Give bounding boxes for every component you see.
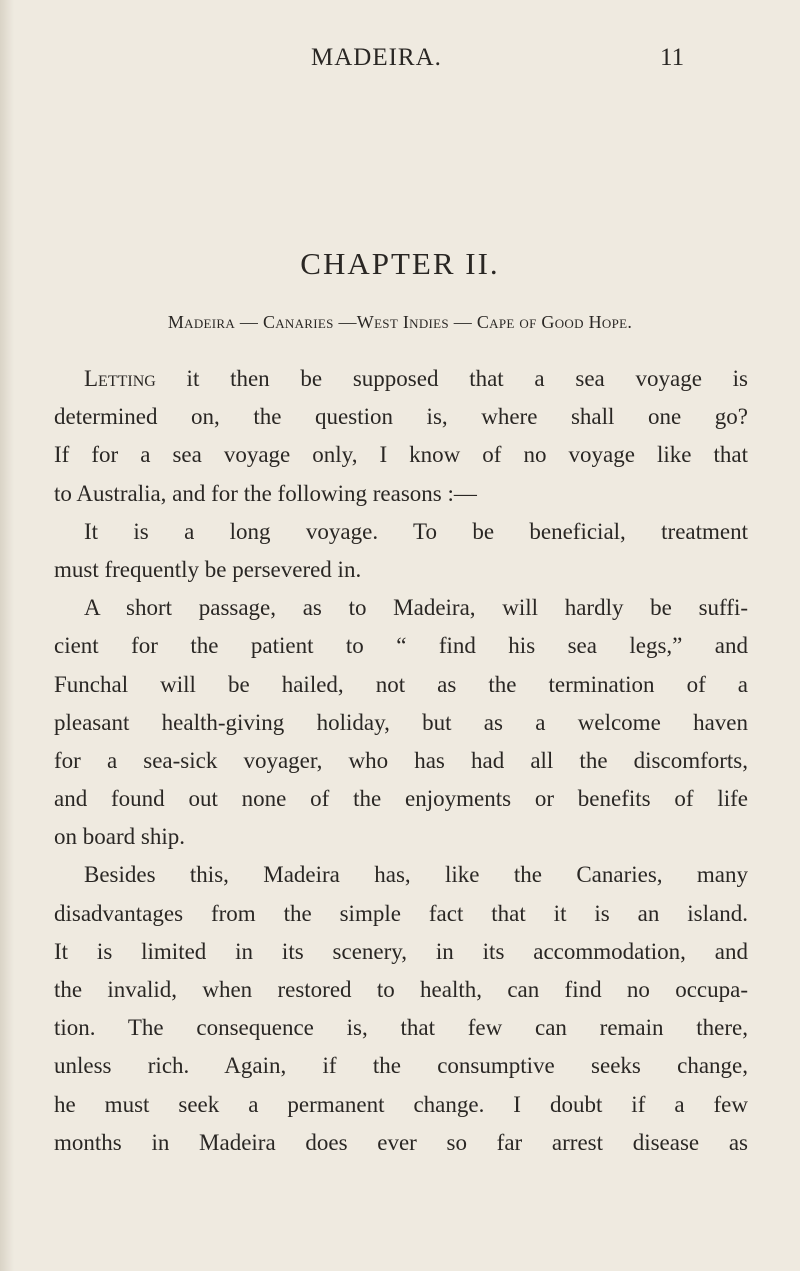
text-line: for a sea-sick voyager, who has had all the discomforts, <box>54 747 748 773</box>
text-line: on board ship. <box>54 824 185 850</box>
text-line: It is limited in its scenery, in its accommodation, and <box>54 938 748 964</box>
chapter-title: CHAPTER II. <box>300 246 500 281</box>
running-title: MADEIRA. <box>311 44 442 71</box>
text-line: must frequently be persevered in. <box>54 556 362 582</box>
text-line: tion. The consequence is, that few can remain there, <box>54 1015 748 1041</box>
lead-word: Letting <box>84 366 156 391</box>
text-line: he must seek a permanent change. I doubt if a few <box>54 1091 748 1117</box>
text-line: disadvantages from the simple fact that it is an island. <box>54 900 748 926</box>
text-line: to Australia, and for the following reasons :— <box>54 480 477 506</box>
text-line: It is a long voyage. To be beneficial, treatment <box>84 518 748 544</box>
page-number: 11 <box>660 44 685 71</box>
text-line: Letting it then be supposed that a sea voyage is <box>84 366 748 391</box>
page-fold-shadow <box>0 0 14 1271</box>
text-line: Besides this, Madeira has, like the Canaries, many <box>84 862 748 888</box>
text-line: the invalid, when restored to health, can find no occupa- <box>54 977 748 1002</box>
text-line: If for a sea voyage only, I know of no voyage like that <box>54 442 748 468</box>
running-head <box>0 44 800 80</box>
chapter-subtitle: Madeira — Canaries —West Indies — Cape of Good Hope. <box>167 312 633 332</box>
text-line: cient for the patient to “ find his sea legs,” and <box>54 633 748 659</box>
text-line: months in Madeira does ever so far arrest disease as <box>54 1129 748 1155</box>
text-line: unless rich. Again, if the consumptive seeks change, <box>54 1053 748 1079</box>
body-text <box>54 360 748 1162</box>
text-line: pleasant health-giving holiday, but as a welcome haven <box>54 709 748 735</box>
text-line: determined on, the question is, where shall one go? <box>54 404 748 430</box>
text-line: Funchal will be hailed, not as the termination of a <box>54 671 748 697</box>
text-line: A short passage, as to Madeira, will hardly be suffi- <box>84 595 748 621</box>
text-line: and found out none of the enjoyments or benefits of life <box>54 786 748 812</box>
